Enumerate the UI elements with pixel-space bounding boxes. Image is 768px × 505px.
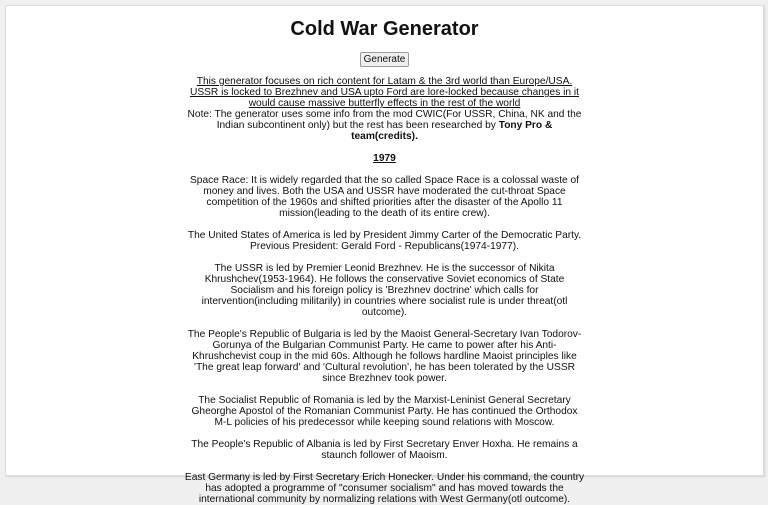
paragraph-ussr: The USSR is led by Premier Leonid Brezhnev. He is the successor of Nikita Khrushchev(1953-1964). He follows the conservative Soviet economics of State Socialism and his foreign policy is 'Brezhnev doctrine' which calls for intervention(including militarily) in countries where socialist rule is under threat(otl outcome).: [201, 263, 568, 318]
paragraph-space-race: Space Race: It is widely regarded that the so called Space Race is a colossal waste of money and lives. Both the USA and USSR have moderated the cut-throat Space competition of the 1960s and shifted priorities after the disaster of the Apollo 11 mission(leading to the death of its entire crew).: [189, 175, 580, 219]
page-frame: [5, 5, 764, 505]
disclaimer-text: This generator focuses on rich content for Latam & the 3rd world than Europe/USA. USSR is locked to Brezhnev and USA upto Ford are lore-locked because changes in it would cause massive butterfly effects in the rest of the world: [189, 76, 580, 109]
year-heading: 1979: [373, 153, 396, 164]
credits-text: Tony Pro & team(credits).: [351, 120, 553, 142]
page-title: Cold War Generator: [290, 18, 479, 40]
paragraph-romania: The Socialist Republic of Romania is led by the Marxist-Leninist General Secretary Gheorghe Apostol of the Romanian Communist Party. He has continued the Orthodox M-L policies of his predecessor while keeping sound relations with Moscow.: [191, 395, 578, 428]
paragraph-east-germany: East Germany is led by First Secretary Erich Honecker. Under his command, the country has adopted a programme of "consumer socialism" and has moved towards the international community by normalizing relations with West Germany(otl outcome).: [184, 472, 585, 505]
note-text: [185, 109, 585, 142]
intro-section: [185, 76, 585, 142]
paragraph-usa: The United States of America is led by President Jimmy Carter of the Democratic Party. Previous President: Gerald Ford - Republicans(1974-1977).: [187, 230, 582, 252]
paragraph-bulgaria: The People's Republic of Bulgaria is led by the Maoist General-Secretary Ivan Todorov-Gorunya of the Bulgarian Communist Party. He came to power after his Anti-Khrushchevist coup in the mid 60s. Although he follows hardline Maoist principles like 'The great leap forward' and 'Cultural revolution', he has been tolerated by the USSR since Brezhnev took power.: [187, 329, 582, 384]
note-body: Note: The generator uses some info from the mod CWIC(For USSR, China, NK and the Indian subcontinent only) but the rest has been researched by: [187, 109, 582, 131]
generate-button[interactable]: Generate: [360, 52, 410, 67]
paragraph-albania: The People's Republic of Albania is led by First Secretary Enver Hoxha. He remains a staunch follower of Maoism.: [191, 439, 578, 461]
generator-content: [185, 17, 585, 505]
